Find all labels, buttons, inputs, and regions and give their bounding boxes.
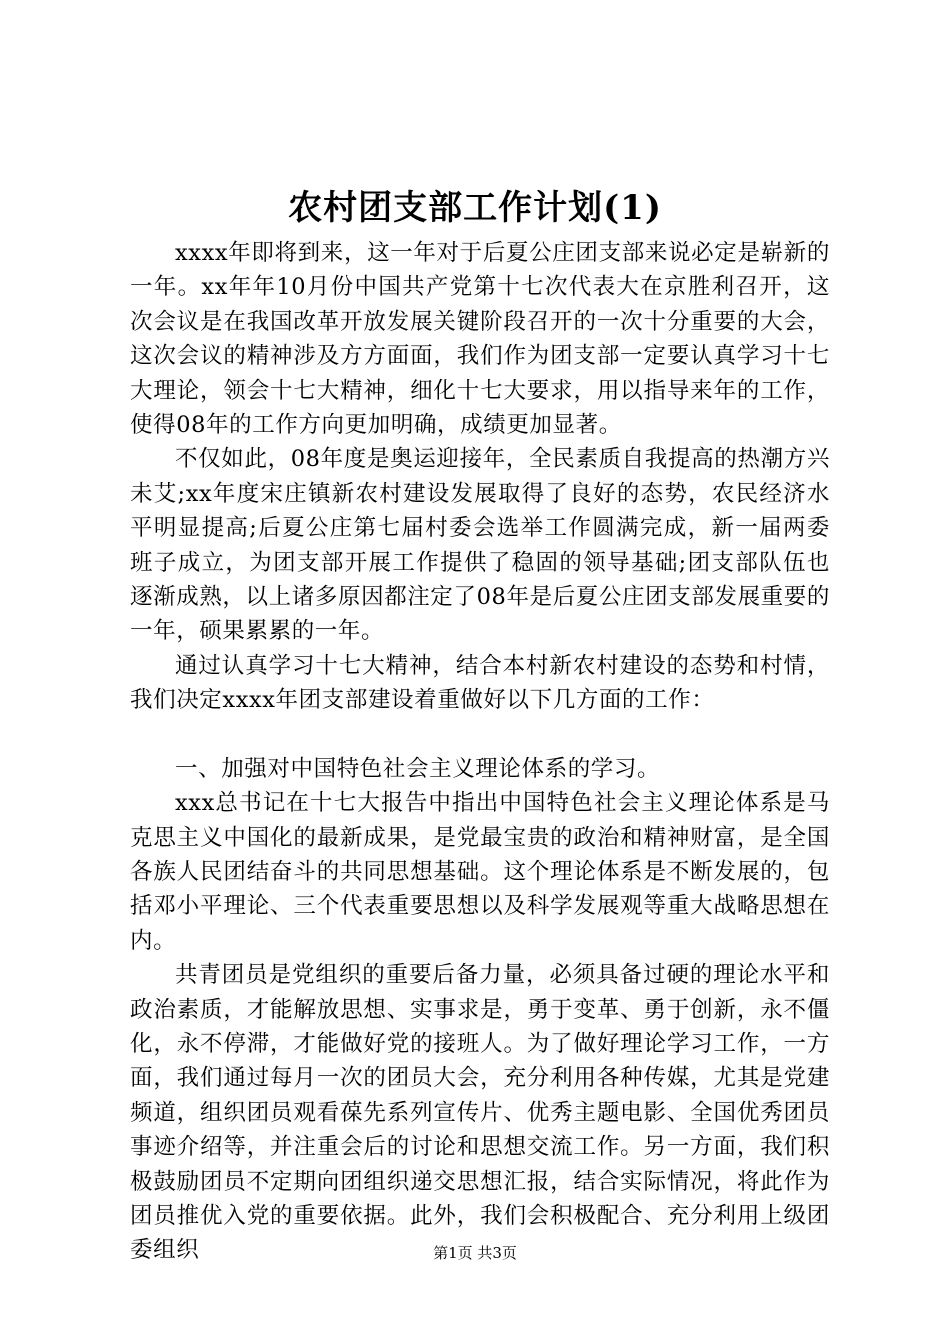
paragraph-members: 共青团员是党组织的重要后备力量，必须具备过硬的理论水平和政治素质，才能解放思想、实事求是，勇于变革、勇于创新，永不僵化，永不停滞，才能做好党的接班人。为了做好理论学习工作，一方面，我们通过每月一次的团员大会，充分利用各种传媒，尤其是党建频道，组织团员观看葆先系列宣传片、优秀主题电影、全国优秀团员事迹介绍等，并注重会后的讨论和思想交流工作。另一方面，我们积极鼓励团员不定期向团组织递交思想汇报，结合实际情况，将此作为团员推优入党的重要依据。此外，我们会积极配合、充分利用上级团委组织 [130, 962, 830, 1264]
document-title: 农村团支部工作计划(1) [288, 188, 662, 228]
section-heading-1: 一、加强对中国特色社会主义理论体系的学习。 [175, 755, 661, 782]
page-footer: 第1页 共3页 [433, 1244, 517, 1262]
paragraph-theory: xxx总书记在十七大报告中指出中国特色社会主义理论体系是马克思主义中国化的最新成果，是党最宝贵的政治和精神财富，是全国各族人民团结奋斗的共同思想基础。这个理论体系是不断发展的，包括邓小平理论、三个代表重要思想以及科学发展观等重大战略思想在内。 [130, 790, 830, 954]
paragraph-intro: xxxx年即将到来，这一年对于后夏公庄团支部来说必定是崭新的一年。xx年年10月份中国共产党第十七次代表大在京胜利召开，这次会议是在我国改革开放发展关键阶段召开的一次十分重要的大会，这次会议的精神涉及方方面面，我们作为团支部一定要认真学习十七大理论，领会十七大精神，细化十七大要求，用以指导来年的工作，使得08年的工作方向更加明确，成绩更加显著。 [130, 240, 830, 439]
paragraph-plan-summary: 通过认真学习十七大精神，结合本村新农村建设的态势和村情，我们决定xxxx年团支部建设着重做好以下几方面的工作： [130, 652, 830, 714]
paragraph-background: 不仅如此，08年度是奥运迎接年，全民素质自我提高的热潮方兴未艾;xx年度宋庄镇新农村建设发展取得了良好的态势，农民经济水平明显提高;后夏公庄第七届村委会选举工作圆满完成，新一届两委班子成立，为团支部开展工作提供了稳固的领导基础;团支部队伍也逐渐成熟，以上诸多原因都注定了08年是后夏公庄团支部发展重要的一年，硕果累累的一年。 [130, 446, 830, 645]
document-body [130, 236, 830, 1268]
